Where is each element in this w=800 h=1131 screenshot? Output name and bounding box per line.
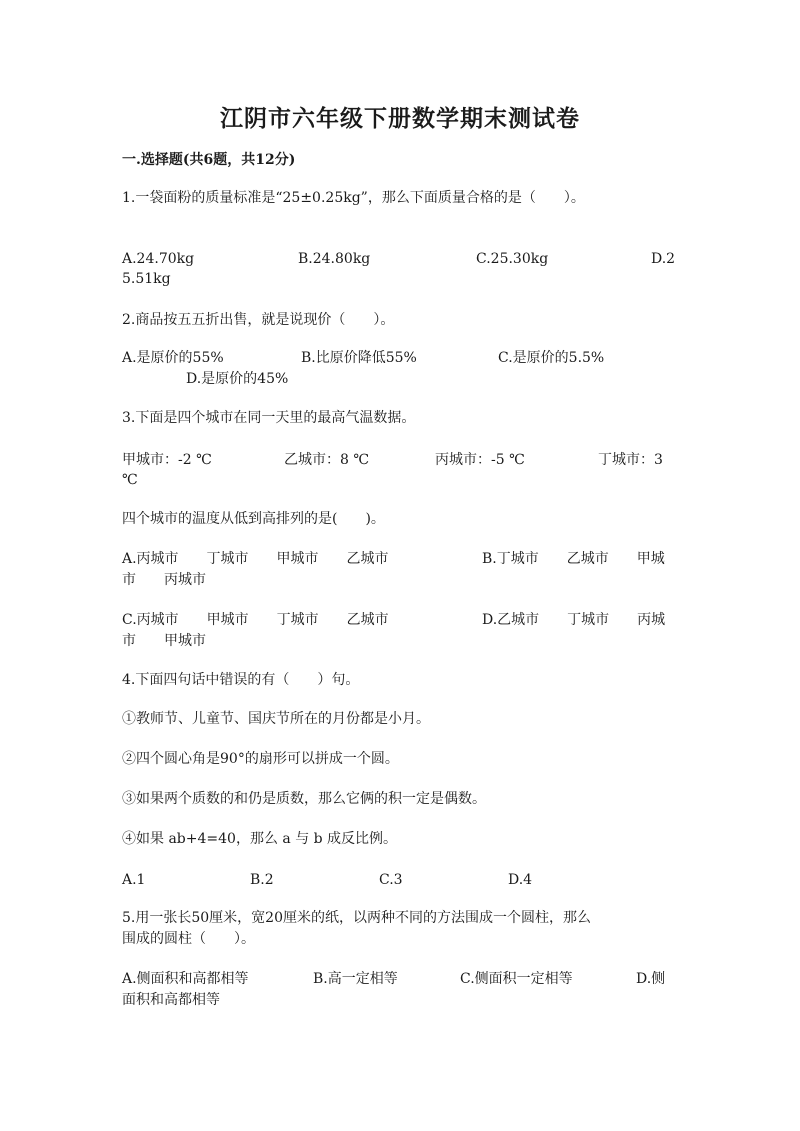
exam-title: 江阴市六年级下册数学期末测试卷 (220, 105, 580, 132)
q2-option-a: A.是原价的55% (122, 350, 224, 366)
q3-option-c: C.丙城市 甲城市 丁城市 乙城市 (122, 612, 389, 628)
q3-city-c: 丙城市：-5 ℃ (435, 452, 525, 468)
q3-city-d-cont: ℃ (122, 472, 138, 488)
q4-option-c: C.3 (379, 872, 403, 888)
q2-option-d: D.是原价的45% (186, 371, 289, 387)
q4-option-a: A.1 (122, 872, 146, 888)
q1-option-d-cont: 5.51kg (122, 271, 171, 287)
q4-statement-4: ④如果 ab+4=40，那么 a 与 b 成反比例。 (122, 831, 398, 847)
q1-option-c: C.25.30kg (476, 251, 549, 267)
q4-statement-1: ①教师节、儿童节、国庆节所在的月份都是小月。 (122, 711, 430, 727)
q5-stem-line-2: 围成的圆柱（ ）。 (122, 931, 255, 947)
q5-option-d: D.侧 (636, 971, 666, 987)
q2-stem: 2.商品按五五折出售，就是说现价（ ）。 (122, 312, 395, 328)
q3-option-d: D.乙城市 丁城市 丙城 (482, 612, 666, 628)
q3-option-b: B.丁城市 乙城市 甲城 (482, 551, 665, 567)
q4-option-d: D.4 (508, 872, 533, 888)
q3-city-b: 乙城市：8 ℃ (284, 452, 370, 468)
q5-option-d-cont: 面积和高都相等 (122, 992, 220, 1008)
q2-option-b: B.比原价降低55% (301, 350, 417, 366)
q1-stem: 1.一袋面粉的质量标准是“25±0.25kg”，那么下面质量合格的是（ ）。 (122, 190, 585, 206)
q1-option-b: B.24.80kg (298, 251, 371, 267)
q4-statement-3: ③如果两个质数的和仍是质数，那么它俩的积一定是偶数。 (122, 791, 486, 807)
q1-option-d: D.2 (651, 251, 676, 267)
section-heading: 一.选择题(共6题，共12分) (122, 152, 296, 168)
q4-option-b: B.2 (250, 872, 274, 888)
q3-question: 四个城市的温度从低到高排列的是( )。 (122, 511, 385, 527)
q5-option-c: C.侧面积一定相等 (460, 971, 573, 987)
q3-option-d-cont: 市 甲城市 (122, 633, 206, 649)
q3-city-d: 丁城市：3 (598, 452, 663, 468)
q4-stem: 4.下面四句话中错误的有（ ）句。 (122, 672, 360, 688)
q5-option-a: A.侧面积和高都相等 (122, 971, 249, 987)
q3-option-a: A.丙城市 丁城市 甲城市 乙城市 (122, 551, 389, 567)
q5-stem-line-1: 5.用一张长50厘米，宽20厘米的纸，以两种不同的方法围成一个圆柱，那么 (122, 910, 591, 926)
q5-option-b: B.高一定相等 (313, 971, 398, 987)
q3-option-b-cont: 市 丙城市 (122, 572, 206, 588)
q1-option-a: A.24.70kg (122, 251, 195, 267)
q4-statement-2: ②四个圆心角是90°的扇形可以拼成一个圆。 (122, 751, 399, 767)
q3-stem: 3.下面是四个城市在同一天里的最高气温数据。 (122, 410, 416, 426)
q3-city-a: 甲城市：-2 ℃ (122, 452, 212, 468)
q2-option-c: C.是原价的5.5% (498, 350, 605, 366)
